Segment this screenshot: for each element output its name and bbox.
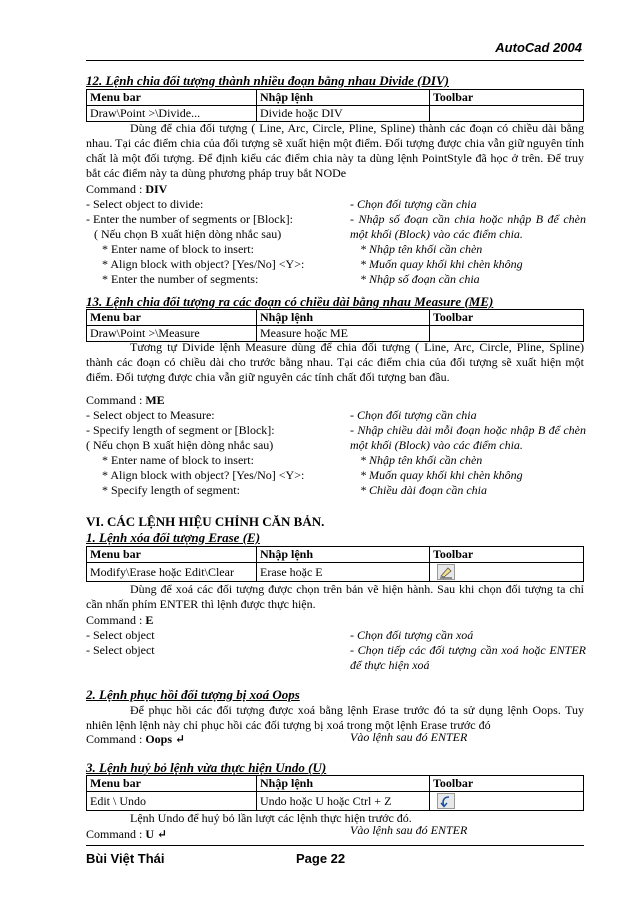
explain-line: - Chọn đối tượng cần chia [350,408,477,422]
section-erase-command [86,613,584,628]
command-label: Command : [86,613,146,627]
explain-line: - Chọn đối tượng cần xoá [350,628,474,642]
explain-line: * Muốn quay khối khi chèn không [360,257,523,271]
explain-line: * Nhập tên khối cần chèn [360,453,483,467]
command-label: Command : [86,732,146,746]
header-rule [86,60,584,61]
prompt-line: * Enter name of block to insert: [102,242,254,256]
prompt-line: - Select object to Measure: [86,408,215,422]
explain-line: * Nhập số đoạn cần chia [360,272,480,286]
th-toolbar: Toolbar [430,776,584,792]
cell-command: Divide hoặc DIV [257,106,430,122]
page-number: Page 22 [296,851,346,866]
section-12-explanations [350,197,586,287]
th-menu-bar: Menu bar [87,776,257,792]
footer-rule [86,845,584,846]
cell-menu: Modify\Erase hoặc Edit\Clear [87,563,257,582]
prompt-line: - Select object [86,643,155,657]
command-value: ME [145,393,165,407]
cell-command: Undo hoặc U hoặc Ctrl + Z [257,792,430,811]
cell-toolbar [430,563,584,582]
section-13-prompts [86,408,348,498]
footer-author: Bùi Việt Thái [86,851,165,866]
section-erase-table [86,546,584,582]
th-toolbar: Toolbar [430,90,584,106]
section-oops-desc: Để phục hồi các đối tượng được xoá bằng lệnh Erase trước đó ta sử dụng lệnh Oops. Tuy nhiên lệnh lệnh này chỉ phục hồi các đối tượng bị xoá trong một lệnh Erase trước đó [86,703,584,732]
th-command: Nhập lệnh [257,90,430,106]
section-13-command [86,393,584,408]
prompt-line: * Align block with object? [Yes/No] <Y>: [102,257,305,271]
explain-line: - Chọn đối tượng cần chia [350,197,477,211]
prompt-line: - Specify length of segment or [Block]: [86,423,275,437]
cell-command: Erase hoặc E [257,563,430,582]
prompt-line: ( Nếu chọn B xuất hiện dòng nhắc sau) [86,438,274,452]
header-title: AutoCad 2004 [495,40,582,55]
section-oops-note: Vào lệnh sau đó ENTER [350,730,468,744]
section-oops-title: 2. Lệnh phục hồi đối tượng bị xoá Oops [86,687,300,702]
command-value: DIV [145,182,168,196]
prompt-line: ( Nếu chọn B xuất hiện dòng nhắc sau) [94,227,282,241]
explain-line: - Chọn tiếp các đối tượng cần xoá hoặc ENTER để thực hiện xoá [350,643,586,672]
section-erase-desc: Dùng để xoá các đối tượng được chọn trên bản vẽ hiện hành. Sau khi chọn đối tượng ta chỉ cần nhấn phím ENTER thì lệnh được thực hiện. [86,582,584,611]
chapter-title: VI. CÁC LỆNH HIỆU CHỈNH CĂN BẢN. [86,514,325,529]
section-erase-title: 1. Lệnh xóa đối tượng Erase (E) [86,530,261,545]
explain-line: * Chiều dài đoạn cần chia [360,483,487,497]
command-label: Command : [86,827,146,841]
explain-line: * Muốn quay khối khi chèn không [360,468,523,482]
prompt-line: - Select object to divide: [86,197,204,211]
command-value: E [145,613,154,627]
explain-line: - Nhập số đoạn cần chia hoặc nhập B để chèn một khối (Block) vào các điểm chia. [350,212,586,241]
th-command: Nhập lệnh [257,310,430,326]
section-12-title: 12. Lệnh chia đối tượng thành nhiều đoạn bằng nhau Divide (DIV) [86,73,449,88]
section-12-desc: Dùng để chia đối tượng ( Line, Arc, Circle, Pline, Spline) thành các đoạn có chiều dài bằng nhau. Tại các điểm chia của đối tượng sẽ xuất hiện một điểm. Đối tượng được chia vẫn giữ nguyên tính chất là một đối tượng. Để định kiểu các điểm chia này ta dùng lệnh PointStyle đã học ở trên. Để truy bắt các điểm này ta dùng phương pháp truy bắt NODe [86,121,584,180]
section-12-command [86,182,584,197]
prompt-line: * Align block with object? [Yes/No] <Y>: [102,468,305,482]
th-toolbar: Toolbar [430,310,584,326]
section-undo-note: Vào lệnh sau đó ENTER [350,823,468,837]
command-value: Oops ↵ [145,732,186,746]
section-erase-explanations [350,628,586,673]
section-undo-title: 3. Lệnh huỷ bỏ lệnh vừa thực hiện Undo (U) [86,760,327,775]
th-toolbar: Toolbar [430,547,584,563]
prompt-line: - Select object [86,628,155,642]
explain-line: * Nhập tên khối cần chèn [360,242,483,256]
command-label: Command : [86,182,146,196]
cell-menu: Edit \ Undo [87,792,257,811]
th-menu-bar: Menu bar [87,310,257,326]
prompt-line: - Enter the number of segments or [Block]: [86,212,293,226]
prompt-line: * Enter the number of segments: [102,272,259,286]
cell-toolbar [430,106,584,122]
section-13-explanations [350,408,586,498]
th-menu-bar: Menu bar [87,547,257,563]
th-command: Nhập lệnh [257,776,430,792]
command-label: Command : [86,393,146,407]
erase-icon [437,564,455,580]
undo-icon [437,793,455,809]
cell-toolbar [430,792,584,811]
prompt-line: * Enter name of block to insert: [102,453,254,467]
th-menu-bar: Menu bar [87,90,257,106]
section-undo-table [86,775,584,811]
cell-menu: Draw\Point >\Divide... [87,106,257,122]
section-undo-desc: Lệnh Undo để huỷ bỏ lần lượt các lệnh thực hiện trước đó. [130,811,412,825]
command-value: U ↵ [145,827,168,841]
section-13-desc: Tương tự Divide lệnh Measure dùng để chia đối tượng ( Line, Arc, Circle, Pline, Spline) thành các đoạn có chiều dài cho trước bằng nhau. Tại các điểm chia của đối tượng sẽ xuất hiện một điểm. Đối tượng được chia vẫn giữ nguyên các tính chất đối tượng ban đầu. [86,340,584,384]
section-12-prompts [86,197,348,287]
cell-command: Measure hoặc ME [257,326,430,342]
section-12-table [86,89,584,122]
prompt-line: * Specify length of segment: [102,483,240,497]
section-13-table [86,309,584,342]
section-erase-prompts [86,628,348,658]
section-13-title: 13. Lệnh chia đối tượng ra các đoạn có chiều dài bằng nhau Measure (ME) [86,294,494,309]
th-command: Nhập lệnh [257,547,430,563]
explain-line: - Nhập chiều dài mỗi đoạn hoặc nhập B để chèn một khối (Block) vào các điểm chia. [350,423,586,452]
cell-menu: Draw\Point >\Measure [87,326,257,342]
